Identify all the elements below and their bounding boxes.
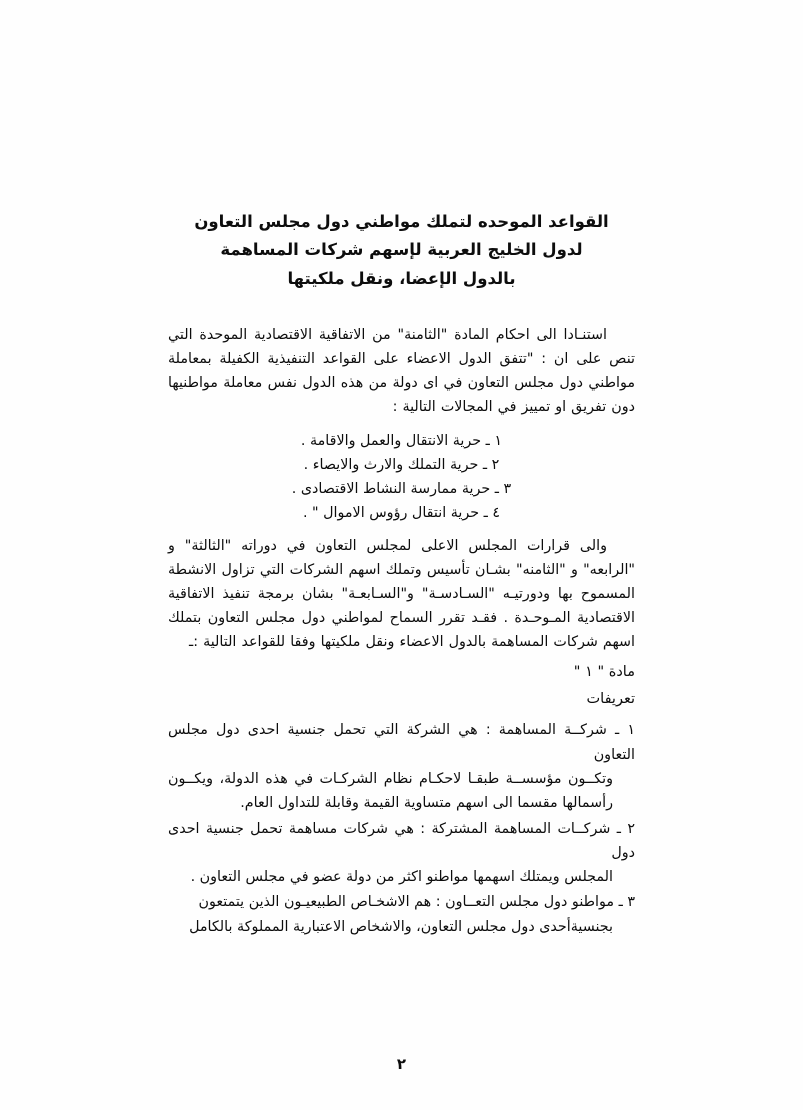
definition-rest: بجنسيةأحدى دول مجلس التعاون، والاشخاص الاعتبارية المملوكة بالكامل: [189, 918, 613, 935]
article-label: مادة " ١ ": [573, 664, 635, 681]
definition-first-line: ٢ ـ شركــات المساهمة المشتركة : هي شركات مساهمة تحمل جنسية احدى دول: [168, 820, 635, 861]
definition-item: [168, 890, 635, 939]
title-line-1: القواعد الموحده لتملك مواطني دول مجلس التعاون: [194, 212, 609, 231]
title-line-2: لدول الخليج العربية لإسهم شركات المساهمة: [220, 240, 583, 260]
list-item: ٢ ـ حرية التملك والارث والايصاء .: [303, 457, 500, 474]
definition-rest: المجلس ويمتلك اسهمها مواطنو اكثر من دولة عضو في مجلس التعاون .: [190, 869, 613, 886]
definition-item: [168, 718, 635, 815]
intro-paragraph: استنـادا الى احكام المادة "الثامنة" من الاتفاقية الاقتصادية الموحدة التي تنص على ان : "تتفق الدول الاعضاء على القواعد التنفيذية الكفيلة بمعاملة مواطني دول مجلس التعاون في اى دولة من هذه الدول نفس معاملة مواطنيها دون تفريق او تمييز في المجالات التالية :: [168, 327, 635, 416]
definition-first-line: ٣ ـ مواطنو دول مجلس التعــاون : هم الاشخـاص الطبيعيـون الذين يتمتعون: [198, 894, 635, 911]
definition-first-line: ١ ـ شركــة المساهمة : هي الشركة التي تحمل جنسية احدى دول مجلس التعاون: [168, 722, 635, 763]
list-item: ٤ ـ حرية انتقال رؤوس الاموال " .: [302, 505, 501, 522]
document-content: [168, 208, 635, 940]
body-paragraph: والى قرارات المجلس الاعلى لمجلس التعاون في دوراته "الثالثة" و "الرابعه" و "الثامنه" بشـان تأسيس وتملك اسهم الشركات التي تزاول الانشطة المسموح بها ودورتيـه "السـادسـة" و"السـابعـة" بشان برمجة تنفيذ الاتفاقية الاقتصادية المـوحـدة . فقـد تقرر السماح لمواطني دول مجلس التعاون بتملك اسهم شركات المساهمة بالدول الاعضاء ونقل ملكيتها وفقا للقواعد التالية :ـ: [168, 538, 635, 651]
list-item: ١ ـ حرية الانتقال والعمل والاقامة .: [300, 433, 503, 450]
page-number: ٢: [396, 1055, 407, 1073]
definition-item: [168, 817, 635, 890]
section-heading: تعريفات: [586, 691, 635, 708]
definition-rest: وتكــون مؤسســة طبقـا لاحكـام نظام الشركـات في هذه الدولة، ويكــون رأسمالها مقسما الى اسهم متساوية القيمة وقابلة للتداول العام.: [168, 770, 613, 812]
list-item: ٣ ـ حرية ممارسة النشاط الاقتصادى .: [291, 481, 512, 498]
document-title: [168, 208, 635, 293]
title-line-3: بالدول الإعضا، ونقل ملكيتها: [287, 268, 516, 288]
